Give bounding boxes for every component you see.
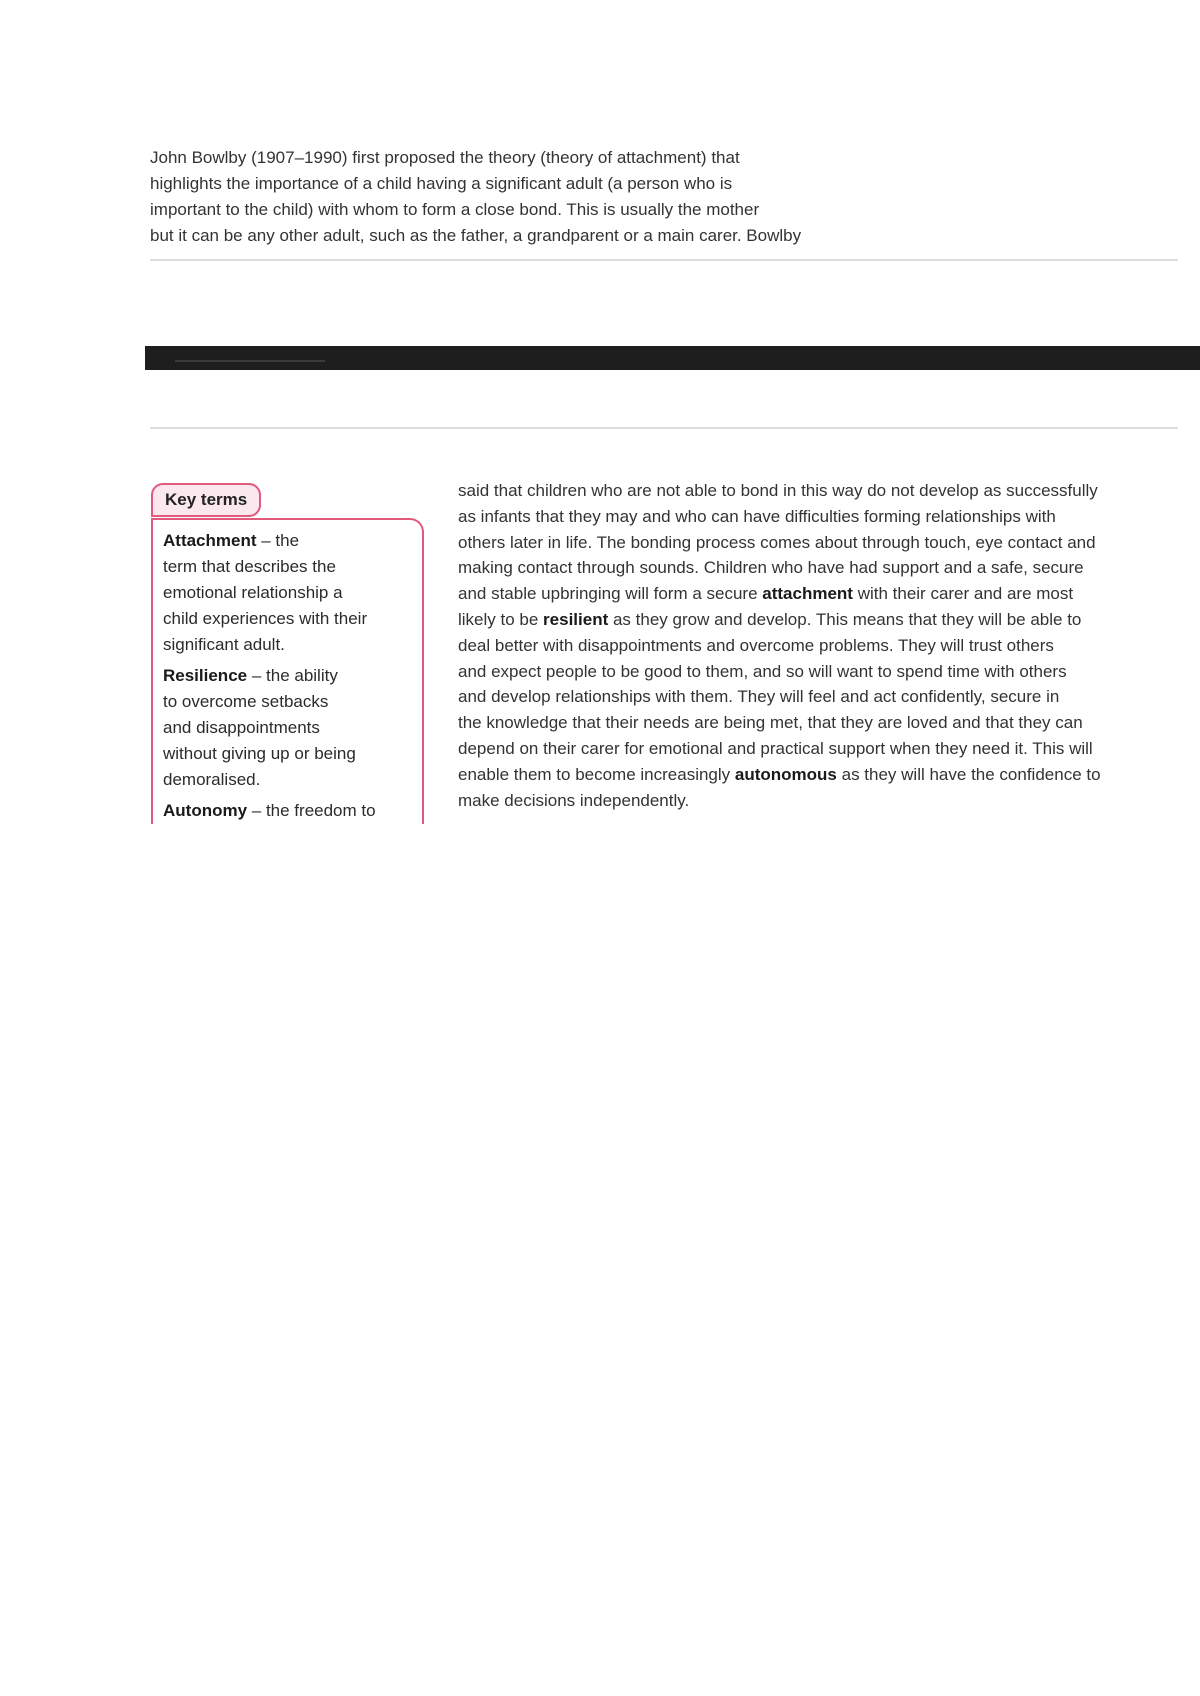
body-text-run: with their carer and are most — [852, 584, 1074, 604]
intro-line: but it can be any other adult, such as the father, a grandparent or a main carer. Bowlby — [150, 226, 802, 245]
term-first-rest: – the freedom to — [247, 801, 376, 820]
body-line: said that children who are not able to bond in this way do not develop as successfully — [458, 481, 1098, 500]
intro-paragraph — [150, 145, 930, 249]
dark-band-accent — [175, 360, 325, 362]
key-term-attachment — [163, 528, 412, 658]
term-line: term that describes the — [163, 557, 336, 576]
divider-top — [150, 259, 1178, 261]
term-first-line — [163, 528, 412, 554]
term-line: and disappointments — [163, 718, 320, 737]
body-text-run: as they grow and develop. This means that they will be able to — [608, 609, 1082, 629]
body-text-run: as they will have the confidence to — [836, 764, 1101, 784]
body-text-run: enable them to become increasingly — [458, 764, 735, 784]
body-line: deal better with disappointments and overcome problems. They will trust others — [458, 635, 1054, 655]
body-text-run: likely to be — [458, 609, 544, 629]
term-line: child experiences with their — [163, 609, 368, 628]
term-line: significant adult. — [163, 635, 285, 654]
intro-line: highlights the importance of a child having a significant adult (a person who is — [150, 174, 733, 193]
term-line: without giving up or being — [163, 744, 356, 763]
key-terms-tab — [151, 483, 261, 517]
intro-line: John Bowlby (1907–1990) first proposed the theory (theory of attachment) that — [150, 148, 740, 167]
key-term-autonomy — [163, 798, 412, 824]
body-line: and expect people to be good to them, and so will want to spend time with others — [458, 661, 1067, 681]
key-terms-box — [151, 518, 424, 824]
term-line: emotional relationship a — [163, 583, 343, 602]
body-line: depend on their carer for emotional and practical support when they need it. This will — [458, 738, 1093, 758]
term-first-rest: – the — [256, 531, 300, 550]
body-paragraph — [458, 478, 1178, 813]
term-first-rest: – the ability — [247, 666, 338, 685]
body-text-run: and stable upbringing will form a secure — [458, 584, 763, 604]
term-word: Autonomy — [163, 801, 248, 820]
term-first-line — [163, 663, 412, 689]
key-term-resilience — [163, 663, 412, 793]
term-word: Attachment — [163, 531, 257, 550]
body-line: the knowledge that their needs are being met, that they are loved and that they can — [458, 713, 1083, 733]
key-term-highlight: resilient — [543, 609, 609, 629]
term-line: to overcome setbacks — [163, 692, 329, 711]
divider-bottom — [150, 427, 1178, 429]
term-first-line — [163, 798, 412, 824]
key-term-highlight: attachment — [762, 584, 853, 604]
body-line: as infants that they may and who can have difficulties forming relationships with — [458, 506, 1056, 526]
key-terms-title: Key terms — [165, 490, 248, 509]
body-line — [458, 581, 1178, 607]
body-line — [458, 762, 1178, 788]
body-line: and develop relationships with them. They will feel and act confidently, secure in — [458, 687, 1060, 707]
dark-band — [145, 346, 1200, 370]
key-term-highlight: autonomous — [734, 764, 837, 784]
body-line: making contact through sounds. Children who have had support and a safe, secure — [458, 558, 1084, 578]
term-line: demoralised. — [163, 770, 261, 789]
body-line: make decisions independently. — [458, 790, 690, 810]
intro-line: important to the child) with whom to form a close bond. This is usually the mother — [150, 200, 760, 219]
body-line: others later in life. The bonding process comes about through touch, eye contact and — [458, 532, 1096, 552]
body-line — [458, 607, 1178, 633]
term-word: Resilience — [163, 666, 248, 685]
